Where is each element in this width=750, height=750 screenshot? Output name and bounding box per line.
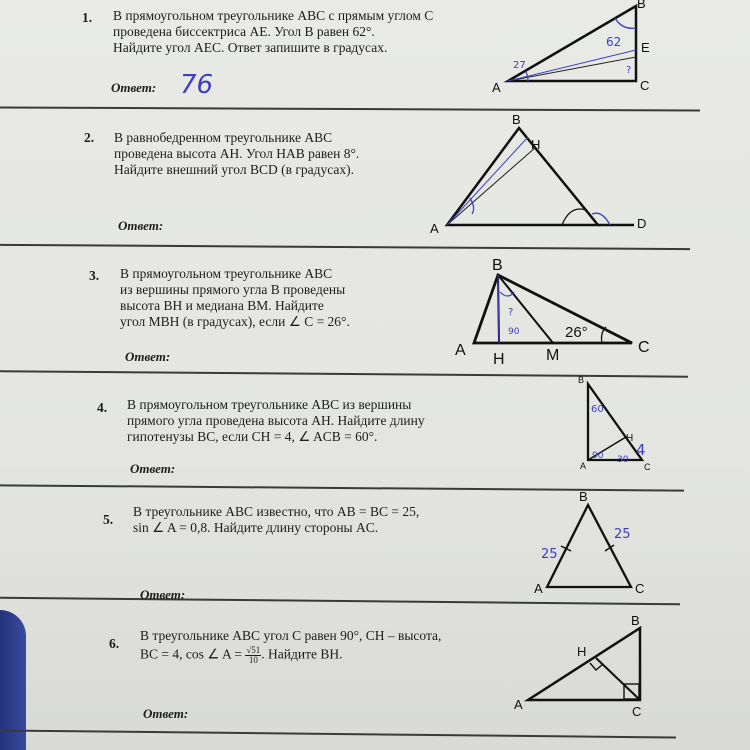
task-number: 6. [109,636,120,651]
answer-label: Ответ: [118,218,164,233]
vertex-label: C [632,704,642,719]
answer-label: Ответ: [143,706,189,721]
vertex-label: A [430,221,439,236]
vertex-label: B [637,0,646,11]
task-text: В треугольнике ABC угол C равен 90°, CH – высота, BC = 4, cos ∠ A = $\frac{√51}{10}$. Найдите BH. [140,628,442,665]
task-number: 2. [84,130,95,145]
answer-label: Ответ: [130,461,176,476]
vertex-label: A [492,80,501,95]
angle-mark [562,209,586,225]
task-text: В прямоугольном треугольнике ABC с прямым углом C проведена биссектриса AE. Угол B равен 62°. Найдите угол AEC. Ответ запишите в градусах. [113,8,434,55]
vertex-label: D [637,216,647,231]
handwritten-side: 25 [614,527,631,542]
handwritten-angle: 62 [606,35,622,49]
vertex-label: C [638,339,650,356]
answer-label: Ответ: [125,349,171,364]
altitude-ah [447,147,536,225]
vertex-label: B [512,112,521,127]
vertex-label: C [640,78,650,93]
vertex-label: E [641,40,650,55]
vertex-label: A [580,461,587,471]
vertex-label: A [455,342,466,359]
task-text: В прямоугольном треугольнике ABC из вершины прямого угла проведена высота AH. Найдите длину гипотенузы BC, если CH = 4, ∠ ACB = 60°. [127,397,425,444]
handwritten-line [447,137,528,225]
vertex-label: B [631,613,640,628]
vertex-label: H [493,351,505,368]
vertex-label: B [492,257,503,274]
vertex-label: A [514,697,523,712]
handwritten-angle: ? [508,307,514,318]
answer-label: Ответ: [140,587,186,602]
handwritten-angle: 90 [508,327,520,337]
task-number: 1. [82,10,93,25]
fraction: $\frac{√51}{10}$ [246,645,261,665]
handwritten-angle: 30 [617,455,629,465]
handwritten-angle: 60 [591,404,604,415]
vertex-label: C [644,462,651,472]
handwritten-angle: 90 [592,451,604,461]
figure-4-triangle [588,384,642,460]
vertex-label: H [531,137,541,152]
task-number: 5. [103,512,114,527]
task-number: 3. [89,268,100,283]
angle-label: 26° [565,324,588,341]
task-number: 4. [97,400,108,415]
angle-mark [615,18,636,28]
task-text: В равнобедренном треугольнике ABC проведена высота AH. Угол HAB равен 8°. Найдите внешний угол BCD (в градусах). [114,130,360,177]
vertex-label: B [578,375,585,385]
handwritten-side: 4 [636,441,646,459]
angle-mark [470,198,474,214]
vertex-label: A [534,581,543,596]
task-text: В прямоугольном треугольнике ABC из вершины прямого угла B проведены высота BH и медиана BM. Найдите угол MBH (в градусах), если ∠ C = 26°. [120,266,350,329]
vertex-label: B [579,489,588,504]
figure-5-triangle [547,505,631,587]
handwritten-answer: 76 [180,70,214,100]
vertex-label: H [577,644,587,659]
vertex-label: C [635,581,645,596]
figure-6-triangle [528,628,640,700]
handwritten-angle: 27 [513,60,526,71]
handwritten-side: 25 [541,547,558,562]
vertex-label: H [626,433,634,444]
task-text: В треугольнике ABC известно, что AB = BC = 25, sin ∠ A = 0,8. Найдите длину стороны AC. [133,504,420,535]
vertex-label: M [546,347,560,364]
answer-label: Ответ: [111,80,157,95]
handwritten-angle: ? [626,65,632,76]
median-bm [498,275,553,343]
